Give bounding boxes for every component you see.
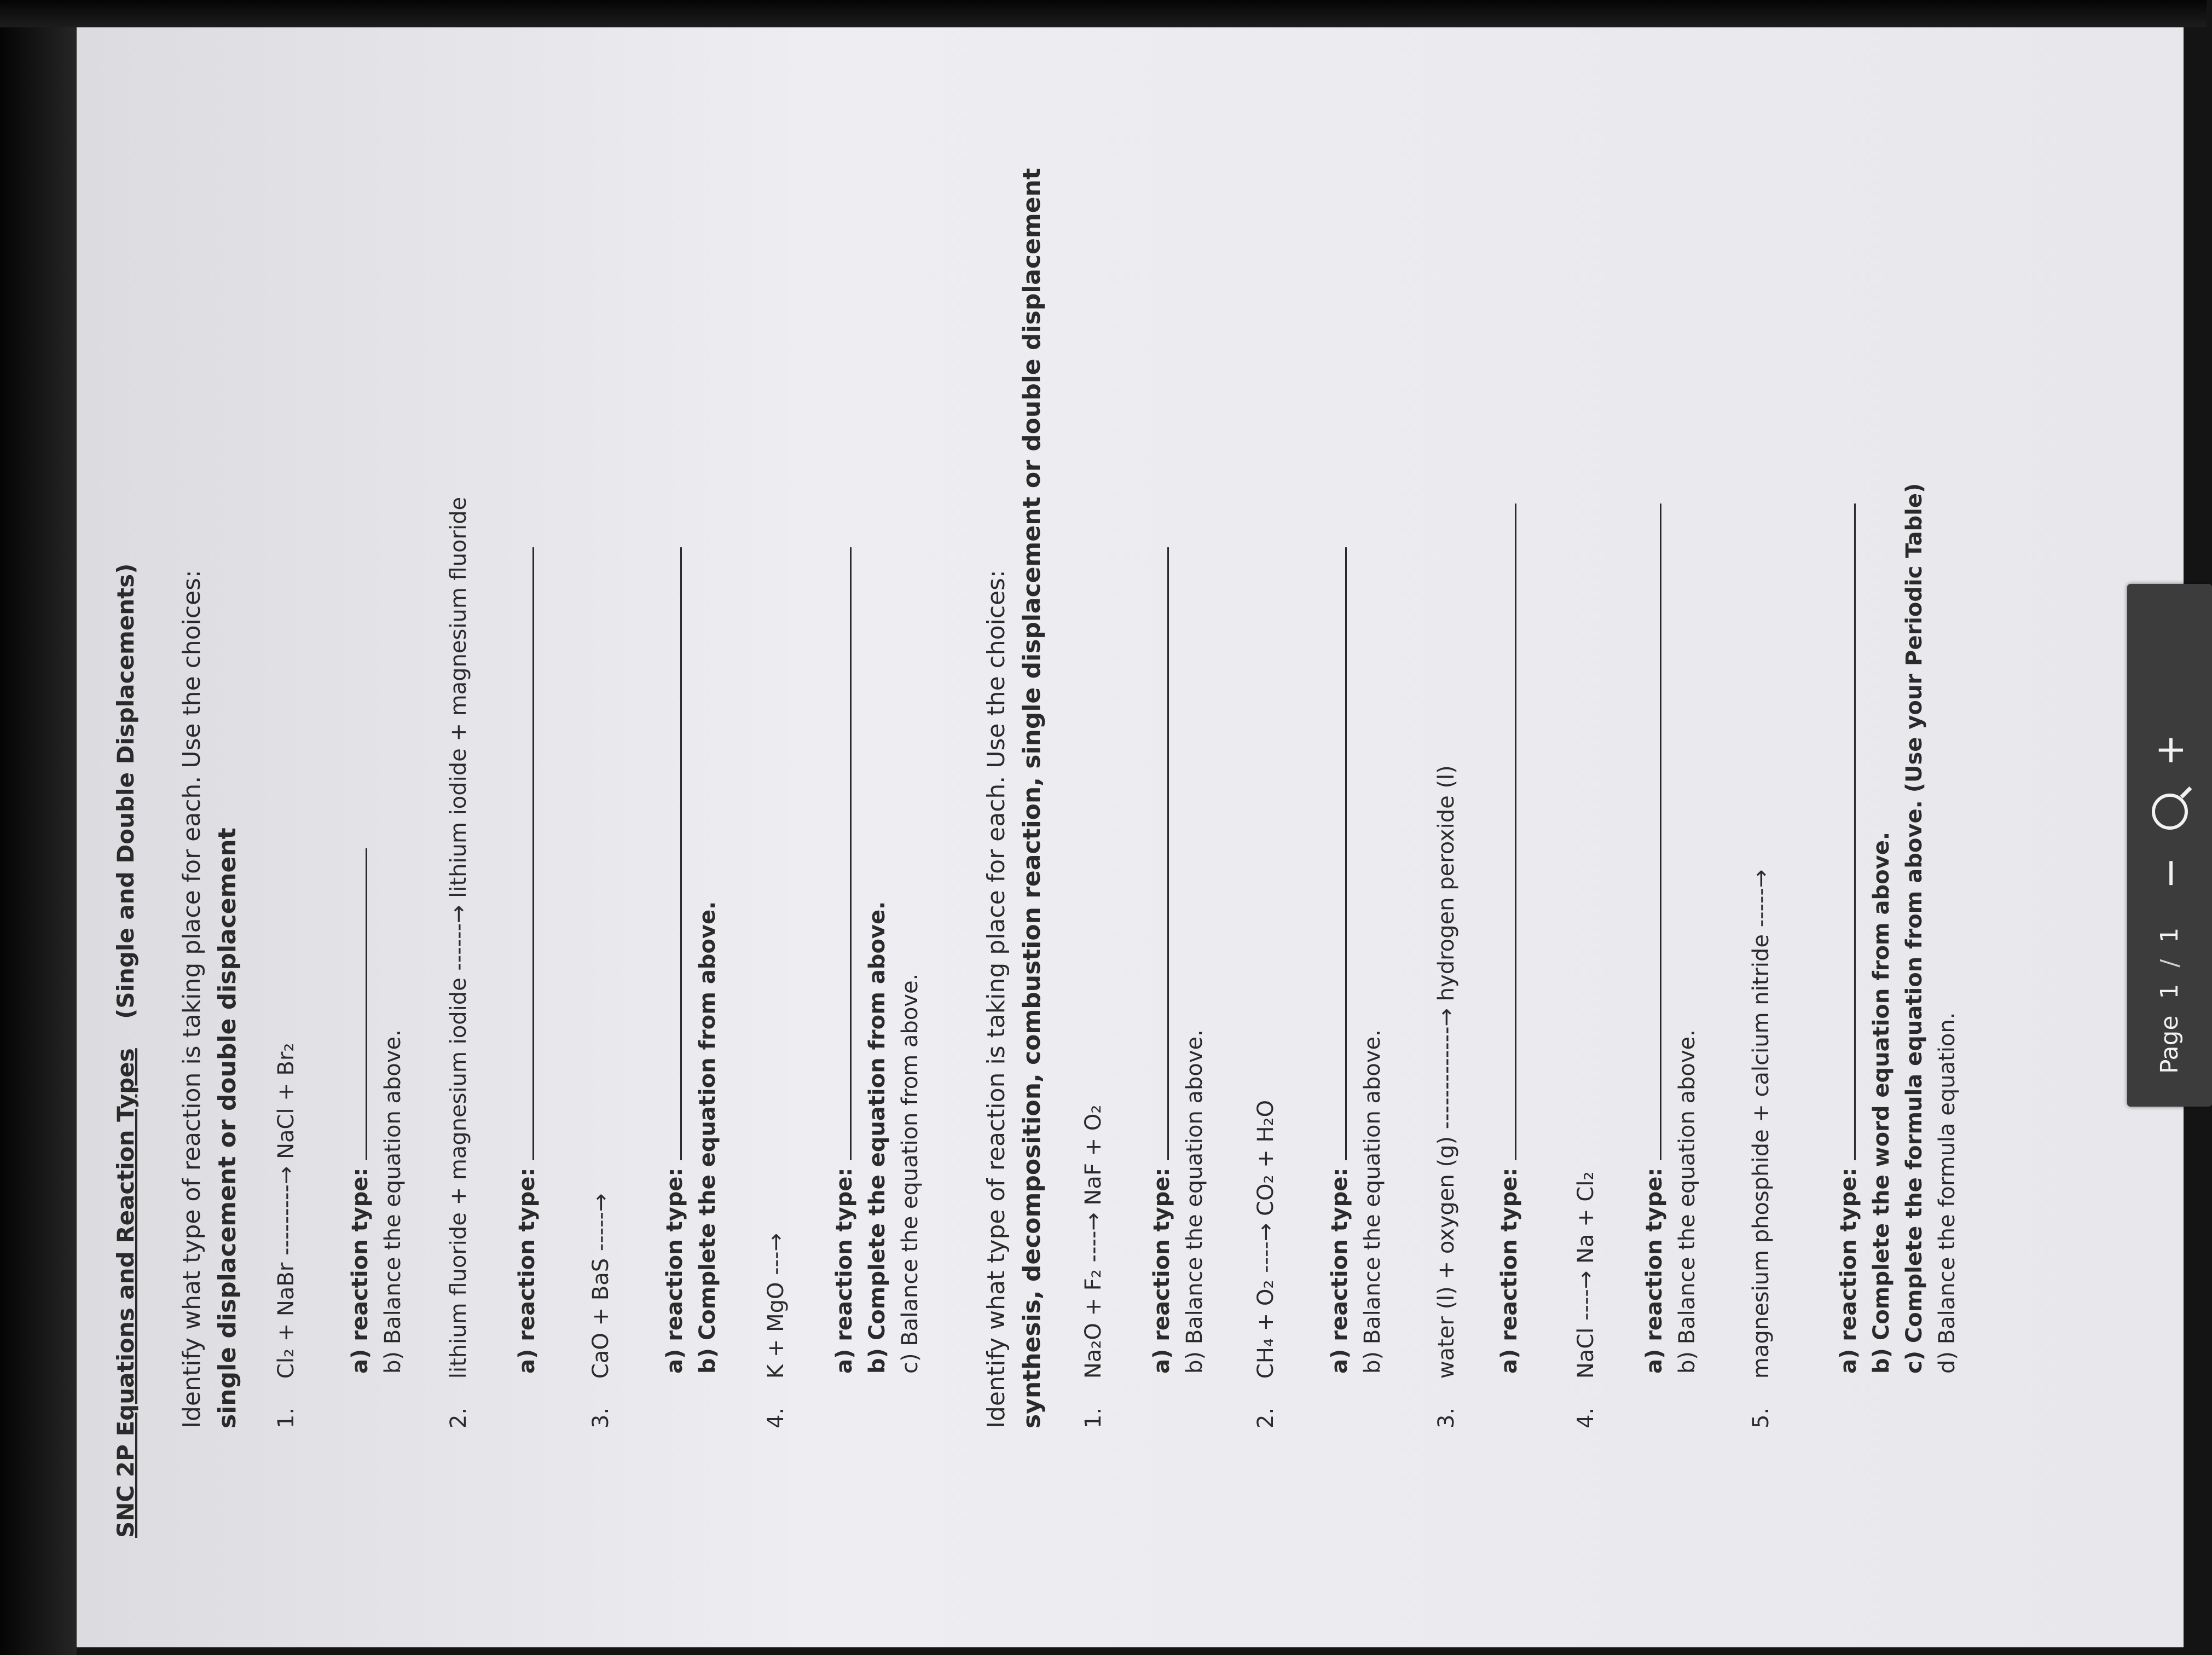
p2-q5-equation: magnesium phosphide + calcium nitride -----→ bbox=[1748, 869, 1774, 1379]
p2-q4-reaction-type-label: a) reaction type: bbox=[1642, 1167, 1667, 1374]
pdf-page bbox=[77, 27, 2184, 1647]
p1-q2-reaction-type-label: a) reaction type: bbox=[514, 1167, 540, 1374]
p1-q4-reaction-type-label: a) reaction type: bbox=[832, 1167, 857, 1374]
zoom-icon[interactable] bbox=[2152, 794, 2188, 830]
p1-q3-equation: CaO + BaS -----→ bbox=[588, 1193, 613, 1379]
p1-q1-row bbox=[274, 1043, 299, 1428]
page-title: SNC 2P Equations and Reaction Types bbox=[112, 1048, 139, 1538]
p2-q3-reaction-type-label: a) reaction type: bbox=[1497, 1167, 1522, 1374]
p1-q4-equation: K + MgO ---→ bbox=[763, 1233, 789, 1379]
page-navigation-toolbar-content bbox=[2127, 584, 2212, 1107]
p2-q3-equation: water (l) + oxygen (g) -------------→ hydrogen peroxide (l) bbox=[1434, 765, 1459, 1379]
p2-q3-row bbox=[1434, 765, 1459, 1428]
p1-q1-a-row bbox=[348, 848, 373, 1374]
p1-q3-reaction-type-answer-line[interactable] bbox=[680, 547, 682, 1160]
device-bezel-top bbox=[0, 0, 2207, 27]
p2-q3-a-row bbox=[1497, 504, 1522, 1374]
p2-q1-reaction-type-answer-line[interactable] bbox=[1167, 547, 1169, 1160]
p2-q1-equation: Na₂O + F₂ ----→ NaF + O₂ bbox=[1081, 1104, 1106, 1379]
p2-q2-row bbox=[1253, 1100, 1278, 1428]
p2-q5-d: d) Balance the formula equation. bbox=[1935, 1012, 1960, 1374]
p1-q3-row bbox=[588, 1193, 613, 1428]
p1-q2-a-row bbox=[514, 547, 540, 1374]
p2-q2-b: b) Balance the equation above. bbox=[1360, 1029, 1385, 1374]
page-subtitle: (Single and Double Displacements) bbox=[112, 563, 139, 1019]
page-number-input[interactable]: 1 bbox=[2156, 983, 2184, 999]
zoom-out-button[interactable]: − bbox=[2147, 857, 2192, 889]
p2-q5-b: b) Complete the word equation from above. bbox=[1869, 831, 1894, 1374]
p1-q3-a-row bbox=[662, 547, 687, 1374]
p1-q3-number: 3. bbox=[588, 1407, 613, 1428]
p2-q1-b: b) Balance the equation above. bbox=[1182, 1029, 1207, 1374]
p2-q2-number: 2. bbox=[1253, 1407, 1278, 1428]
p2-q2-reaction-type-label: a) reaction type: bbox=[1327, 1167, 1352, 1374]
p2-q1-reaction-type-label: a) reaction type: bbox=[1149, 1167, 1174, 1374]
p2-q4-b: b) Balance the equation above. bbox=[1675, 1029, 1700, 1374]
p1-q1-equation: Cl₂ + NaBr ---------→ NaCl + Br₂ bbox=[274, 1043, 299, 1379]
p2-q5-number: 5. bbox=[1748, 1407, 1774, 1428]
part1-instruction-1: Identify what type of reaction is taking place for each. Use the choices: bbox=[178, 570, 206, 1428]
p1-q4-reaction-type-answer-line[interactable] bbox=[850, 547, 852, 1160]
part2-instruction-2: synthesis, decomposition, combustion reaction, single displacement or double displacement bbox=[1018, 168, 1046, 1428]
p1-q2-reaction-type-answer-line[interactable] bbox=[532, 547, 534, 1160]
p2-q5-reaction-type-label: a) reaction type: bbox=[1836, 1167, 1861, 1374]
p2-q4-row bbox=[1573, 1171, 1599, 1428]
p2-q4-number: 4. bbox=[1573, 1407, 1599, 1428]
p1-q1-b: b) Balance the equation above. bbox=[380, 1029, 406, 1374]
p2-q5-row bbox=[1748, 870, 1774, 1428]
page-label: Page bbox=[2156, 1015, 2184, 1074]
p1-q4-row bbox=[763, 1233, 789, 1428]
p2-q1-row bbox=[1081, 1105, 1106, 1428]
pdf-viewer-screen bbox=[77, 27, 2192, 1647]
p2-q5-reaction-type-answer-line[interactable] bbox=[1854, 504, 1856, 1160]
p1-q2-row bbox=[446, 497, 471, 1428]
page-title-row bbox=[112, 564, 139, 1538]
p1-q2-equation: lithium fluoride + magnesium iodide ------→ lithium iodide + magnesium fluoride bbox=[446, 496, 471, 1379]
page-navigation-toolbar bbox=[2127, 584, 2212, 1107]
zoom-in-button[interactable]: + bbox=[2147, 734, 2192, 766]
part2-instruction-1: Identify what type of reaction is taking place for each. Use the choices: bbox=[982, 570, 1010, 1428]
page-separator: / bbox=[2156, 959, 2184, 968]
p2-q2-reaction-type-answer-line[interactable] bbox=[1345, 547, 1347, 1160]
p1-q4-c: c) Balance the equation from above. bbox=[897, 973, 923, 1374]
p2-q3-reaction-type-answer-line[interactable] bbox=[1515, 504, 1516, 1160]
p2-q1-a-row bbox=[1149, 547, 1174, 1374]
p2-q3-number: 3. bbox=[1434, 1407, 1459, 1428]
p2-q1-number: 1. bbox=[1081, 1407, 1106, 1428]
p2-q4-a-row bbox=[1642, 504, 1667, 1374]
p1-q1-reaction-type-label: a) reaction type: bbox=[348, 1167, 373, 1374]
p2-q4-equation: NaCl ----→ Na + Cl₂ bbox=[1573, 1171, 1599, 1379]
p2-q5-c: c) Complete the formula equation from above. (Use your Periodic Table) bbox=[1902, 483, 1927, 1374]
p1-q4-b: b) Complete the equation from above. bbox=[865, 901, 890, 1374]
p2-q5-a-row bbox=[1836, 504, 1861, 1374]
part1-instruction-2: single displacement or double displacement bbox=[213, 828, 241, 1428]
p2-q2-equation: CH₄ + O₂ ----→ CO₂ + H₂O bbox=[1253, 1100, 1278, 1379]
worksheet bbox=[52, 27, 2137, 1636]
p1-q2-number: 2. bbox=[446, 1407, 471, 1428]
p1-q4-a-row bbox=[832, 547, 857, 1374]
p2-q4-reaction-type-answer-line[interactable] bbox=[1660, 504, 1661, 1160]
p1-q3-b: b) Complete the equation from above. bbox=[695, 901, 720, 1374]
p1-q1-number: 1. bbox=[274, 1407, 299, 1428]
p2-q2-a-row bbox=[1327, 547, 1352, 1374]
p1-q1-reaction-type-answer-line[interactable] bbox=[366, 848, 367, 1160]
p1-q4-number: 4. bbox=[763, 1407, 789, 1428]
page-total: 1 bbox=[2156, 927, 2184, 943]
p1-q3-reaction-type-label: a) reaction type: bbox=[662, 1167, 687, 1374]
